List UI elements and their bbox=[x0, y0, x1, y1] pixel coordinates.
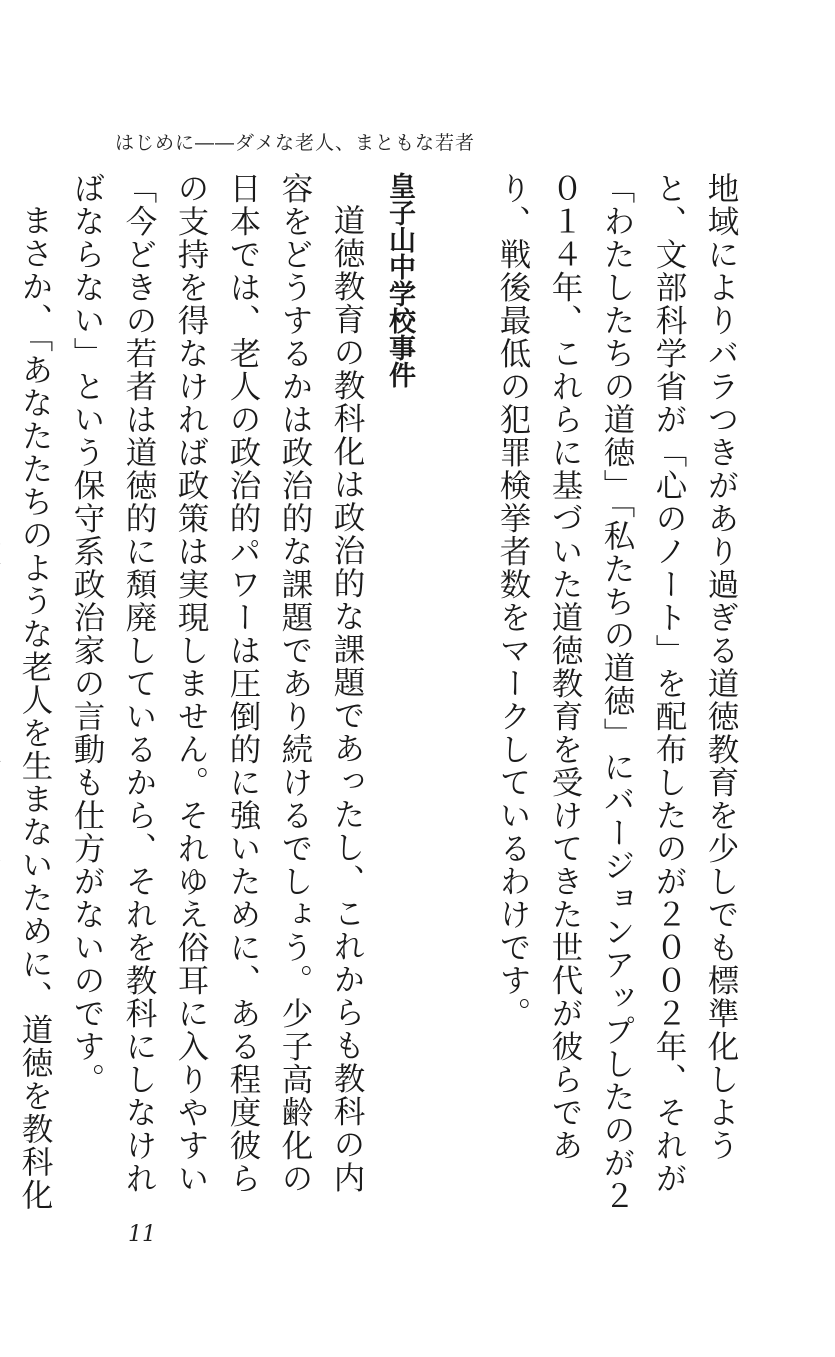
paragraph: 地域によりバラつきがあり過ぎる道徳教育を少しでも標準化しようと、文部科学省が「心のノート」を配布したのが２００２年、それが「わたしたちの道徳」「私たちの道徳」にバージョンアップしたのが２０１４年、これらに基づいた道徳教育を受けてきた世代が彼らであり、戦後最低の犯罪検挙者数をマークしているわけです。 bbox=[495, 172, 739, 1213]
running-header: はじめに――ダメな老人、まともな若者 bbox=[114, 132, 475, 154]
vertical-body-text bbox=[17, 172, 747, 1217]
section-gap bbox=[435, 172, 487, 1217]
section-heading: 皇子山中学校事件 bbox=[384, 172, 415, 388]
paragraph: 道徳教育の教科化は政治的な課題であったし、これからも教科の内容をどうするかは政治的な課題であり続けるでしょう。少子高齢化の日本では、老人の政治的パワーは圧倒的に強いために、ある程度彼らの支持を得なければ政策は実現しません。それゆえ俗耳に入りやすい「今どきの若者は道徳的に頽廃しているから、それを教科にしなければならない」という保守系政治家の言動も仕方がないのです。 bbox=[69, 172, 365, 1195]
page-number: 11 bbox=[128, 1222, 156, 1247]
paragraph: まさか、「あなたたちのような老人を生まないために、道徳を教科化 bbox=[17, 203, 53, 1211]
